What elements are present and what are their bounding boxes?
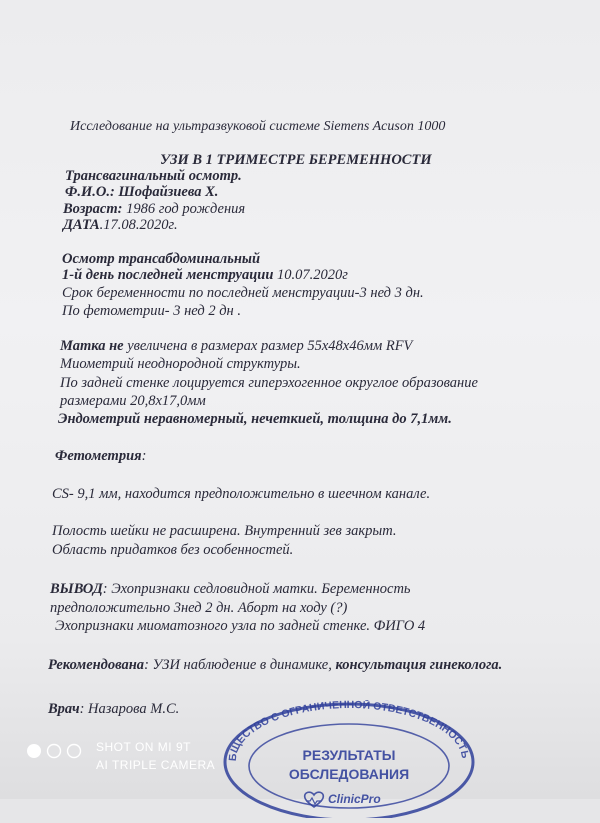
- posterior-wall-line: По задней стенке лоцируется гиперэхогенное округлое образование: [60, 375, 478, 391]
- conclusion-line-1: [50, 580, 411, 598]
- doctor-value: : Назарова М.С.: [79, 701, 180, 717]
- conclusion-label: ВЫВОД: [50, 581, 103, 597]
- formation-size-line: размерами 20,8х17,0мм: [60, 393, 206, 409]
- date-value: .17.08.2020г.: [99, 217, 178, 233]
- conclusion-line-2: предположительно 3нед 2 дн. Аборт на ходу (?): [50, 600, 348, 616]
- watermark-line-2: AI TRIPLE CAMERA: [96, 758, 216, 772]
- stamp-ring-text: БЩЕСТВО С ОГРАНИЧЕННОЙ ОТВЕТСТВЕННОСТЬ: [226, 700, 472, 762]
- doctor-line: [48, 700, 179, 718]
- camera-watermark: [26, 740, 226, 780]
- lmp-label: 1-й день последней менструации: [62, 267, 274, 283]
- adnexa-line: Область придатков без особенностей.: [52, 542, 294, 558]
- uterus-label: Матка не: [60, 338, 124, 354]
- age-value: 1986 год рождения: [122, 201, 246, 217]
- myometrium-line: Миометрий неоднородной структуры.: [60, 356, 301, 372]
- patient-name-label: Ф.И.О.:: [65, 184, 115, 200]
- clinic-stamp: [218, 700, 480, 818]
- camera-dots-icon: [26, 743, 88, 759]
- fetometry-label: Фетометрия: [55, 448, 142, 464]
- lmp-line: [62, 266, 348, 284]
- endometrium-line: Эндометрий неравномерный, нечеткией, толщина до 7,1мм.: [58, 411, 452, 427]
- stamp-brand: ClinicPro: [328, 792, 381, 806]
- fetometry-colon: :: [141, 448, 147, 464]
- recommendation-line: [48, 656, 502, 674]
- uterus-line: [60, 337, 412, 355]
- date-label: ДАТА: [63, 217, 100, 233]
- cervix-line: Полость шейки не расширена. Внутренний зев закрыт.: [52, 523, 397, 539]
- conclusion-text-1: : Эхопризнаки седловидной матки. Беременность: [102, 581, 411, 597]
- uterus-value: увеличена в размерах размер 55х48х46мм RFV: [123, 338, 413, 354]
- age-label: Возраст:: [63, 201, 123, 217]
- doctor-label: Врач: [48, 701, 80, 717]
- fetometry-heading: [55, 447, 146, 465]
- conclusion-line-3: Эхопризнаки миоматозного узла по задней стенке. ФИГО 4: [55, 618, 426, 634]
- transabdominal-heading: Осмотр трансабдоминальный: [62, 251, 261, 267]
- transvaginal-heading: Трансвагинальный осмотр.: [65, 168, 242, 184]
- recommendation-label: Рекомендована: [48, 657, 145, 673]
- report-title: УЗИ В 1 ТРИМЕСТРЕ БЕРЕМЕННОСТИ: [160, 152, 432, 168]
- term-by-lmp: Срок беременности по последней менструации-3 нед 3 дн.: [62, 285, 424, 301]
- watermark-line-1: SHOT ON MI 9T: [96, 740, 191, 754]
- stamp-line-2: ОБСЛЕДОВАНИЯ: [288, 766, 410, 782]
- patient-name-value: Шофайзиева Х.: [114, 184, 219, 200]
- date-line: [63, 216, 178, 234]
- lmp-value: 10.07.2020г: [273, 267, 348, 283]
- stamp-graphic: [218, 700, 480, 818]
- patient-name-line: [65, 183, 218, 201]
- stamp-line-1: РЕЗУЛЬТАТЫ: [302, 747, 396, 763]
- recommendation-value: : УЗИ наблюдение в динамике,: [144, 657, 336, 673]
- cs-line: CS- 9,1 мм, находится предположительно в шеечном канале.: [52, 486, 431, 502]
- recommendation-consult: консультация гинеколога.: [335, 657, 503, 673]
- term-by-fetometry: По фетометрии- 3 нед 2 дн .: [62, 303, 241, 319]
- report-header: Исследование на ультразвуковой системе Siemens Acuson 1000: [70, 119, 446, 134]
